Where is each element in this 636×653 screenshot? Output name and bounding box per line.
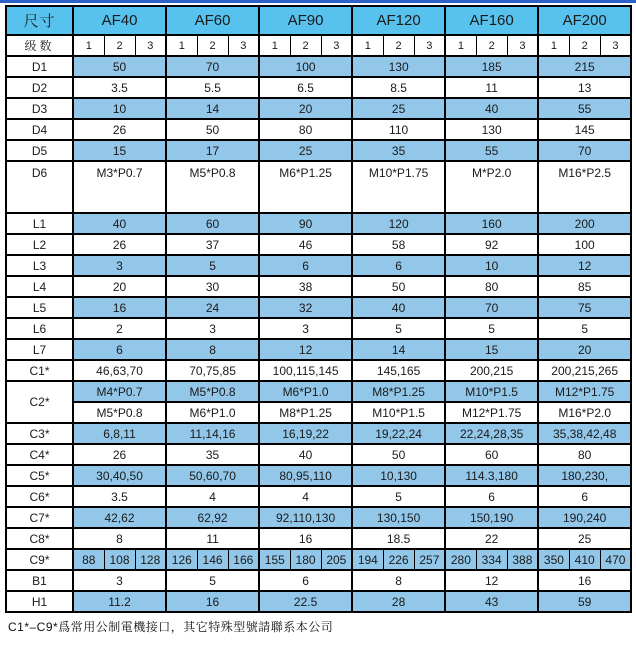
value-cell: 2 [383,35,414,56]
value-cell: 3 [507,35,538,56]
value-cell: 90 [259,213,352,234]
value-cell: 10,130 [352,465,445,486]
table-row [6,276,631,297]
value-cell: 60 [445,444,538,465]
value-cell: 28 [352,591,445,612]
value-cell: 3 [414,35,445,56]
value-cell: 22 [445,528,538,549]
value-cell: 11.2 [73,591,166,612]
value-cell: 80 [538,444,631,465]
value-cell: 92 [445,234,538,255]
value-cell: 80 [259,119,352,140]
table-row [6,507,631,528]
value-cell: 30,40,50 [73,465,166,486]
table-row [6,161,631,213]
value-cell: 5 [166,570,259,591]
value-cell: 8 [352,570,445,591]
value-cell: 35,38,42,48 [538,423,631,444]
value-cell: 62,92 [166,507,259,528]
value-cell: 6 [445,486,538,507]
value-cell: 50,60,70 [166,465,259,486]
value-cell: 55 [538,98,631,119]
value-cell: 5 [538,318,631,339]
row-label: C6* [6,486,73,507]
value-cell: 226 [383,549,414,570]
value-cell: 17 [166,140,259,161]
table-row [6,35,631,56]
value-cell: 43 [445,591,538,612]
value-cell: 88 [73,549,104,570]
spec-table [5,5,632,613]
value-cell: M8*P1.25 [259,402,352,423]
spec-sheet [0,3,636,639]
model-header-af160: AF160 [445,6,538,35]
value-cell: 38 [259,276,352,297]
value-cell: 3 [259,318,352,339]
value-cell: 11 [445,77,538,98]
value-cell: 6 [73,339,166,360]
value-cell: 16,19,22 [259,423,352,444]
value-cell: 5 [352,486,445,507]
value-cell: M16*P2.0 [538,402,631,423]
row-label: C9* [6,549,73,570]
row-label: C5* [6,465,73,486]
value-cell: 92,110,130 [259,507,352,528]
value-cell: 14 [166,98,259,119]
value-cell: 10 [73,98,166,119]
value-cell: 40 [259,444,352,465]
value-cell: M5*P0.8 [166,161,259,213]
value-cell: 215 [538,56,631,77]
row-label: 级数 [6,35,73,56]
value-cell: 75 [538,297,631,318]
value-cell: 2 [197,35,228,56]
value-cell: 4 [259,486,352,507]
value-cell: 58 [352,234,445,255]
table-row [6,591,631,612]
value-cell: 100 [259,56,352,77]
value-cell: M6*P1.0 [259,381,352,402]
value-cell: 130 [445,119,538,140]
value-cell: 350 [538,549,569,570]
value-cell: 114.3,180 [445,465,538,486]
value-cell: 388 [507,549,538,570]
value-cell: 42,62 [73,507,166,528]
header-row [6,6,631,35]
value-cell: M6*P1.25 [259,161,352,213]
table-row [6,549,631,570]
value-cell: 35 [352,140,445,161]
value-cell: 3 [135,35,166,56]
value-cell: 16 [166,591,259,612]
value-cell: 14 [352,339,445,360]
value-cell: 60 [166,213,259,234]
value-cell: 2 [104,35,135,56]
row-label: L2 [6,234,73,255]
row-label: D6 [6,161,73,213]
value-cell: M4*P0.7 [73,381,166,402]
row-label: D5 [6,140,73,161]
value-cell: 155 [259,549,290,570]
row-label: D4 [6,119,73,140]
table-row [6,77,631,98]
value-cell: 70 [166,56,259,77]
value-cell: 130 [352,56,445,77]
row-label: C3* [6,423,73,444]
value-cell: 16 [73,297,166,318]
value-cell: M8*P1.25 [352,381,445,402]
value-cell: 20 [73,276,166,297]
value-cell: 30 [166,276,259,297]
value-cell: 3.5 [73,77,166,98]
value-cell: M16*P2.5 [538,161,631,213]
model-header-af120: AF120 [352,6,445,35]
value-cell: 46 [259,234,352,255]
value-cell: 70 [445,297,538,318]
value-cell: 50 [352,276,445,297]
model-header-af200: AF200 [538,6,631,35]
value-cell: 26 [73,119,166,140]
value-cell: 40 [445,98,538,119]
value-cell: 410 [569,549,600,570]
value-cell: 70 [538,140,631,161]
value-cell: 145,165 [352,360,445,381]
value-cell: M*P2.0 [445,161,538,213]
value-cell: 5 [445,318,538,339]
row-label: L7 [6,339,73,360]
value-cell: 108 [104,549,135,570]
value-cell: 85 [538,276,631,297]
table-row [6,339,631,360]
value-cell: 80,95,110 [259,465,352,486]
value-cell: 2 [569,35,600,56]
table-row [6,98,631,119]
value-cell: 15 [73,140,166,161]
value-cell: 160 [445,213,538,234]
table-row [6,465,631,486]
table-row [6,119,631,140]
value-cell: M5*P0.8 [166,381,259,402]
value-cell: M6*P1.0 [166,402,259,423]
value-cell: 100 [538,234,631,255]
row-label: C2* [6,381,73,423]
value-cell: 16 [259,528,352,549]
value-cell: 1 [166,35,197,56]
row-label: D3 [6,98,73,119]
row-label: L5 [6,297,73,318]
value-cell: 6.5 [259,77,352,98]
value-cell: 12 [538,255,631,276]
value-cell: 11 [166,528,259,549]
value-cell: 10 [445,255,538,276]
row-label: B1 [6,570,73,591]
table-row [6,234,631,255]
value-cell: M5*P0.8 [73,402,166,423]
value-cell: 8 [166,339,259,360]
value-cell: 180 [290,549,321,570]
value-cell: 3.5 [73,486,166,507]
table-body [6,35,631,612]
value-cell: 40 [352,297,445,318]
value-cell: 5 [166,255,259,276]
value-cell: 3 [166,318,259,339]
value-cell: 1 [538,35,569,56]
value-cell: 6 [259,570,352,591]
footer-note: C1*–C9*爲常用公制電機接口，其它特殊型號請聯系本公司 [8,620,334,634]
value-cell: 35 [166,444,259,465]
value-cell: 20 [538,339,631,360]
value-cell: 128 [135,549,166,570]
value-cell: 200 [538,213,631,234]
value-cell: 190,240 [538,507,631,528]
value-cell: 5.5 [166,77,259,98]
row-label: L3 [6,255,73,276]
model-header-af60: AF60 [166,6,259,35]
value-cell: 25 [352,98,445,119]
value-cell: 22,24,28,35 [445,423,538,444]
row-label: L1 [6,213,73,234]
value-cell: M10*P1.5 [352,402,445,423]
value-cell: 2 [73,318,166,339]
table-row [6,423,631,444]
model-header-af40: AF40 [73,6,166,35]
value-cell: 120 [352,213,445,234]
value-cell: 130,150 [352,507,445,528]
value-cell: 150,190 [445,507,538,528]
table-row [6,486,631,507]
value-cell: 20 [259,98,352,119]
value-cell: 1 [352,35,383,56]
value-cell: 13 [538,77,631,98]
value-cell: 32 [259,297,352,318]
row-label: D1 [6,56,73,77]
row-label: L4 [6,276,73,297]
table-row [6,360,631,381]
row-label: H1 [6,591,73,612]
value-cell: 166 [228,549,259,570]
value-cell: 470 [600,549,631,570]
value-cell: 26 [73,234,166,255]
table-row [6,297,631,318]
value-cell: 257 [414,549,445,570]
value-cell: 25 [538,528,631,549]
model-header-af90: AF90 [259,6,352,35]
value-cell: 126 [166,549,197,570]
value-cell: 100,115,145 [259,360,352,381]
row-label: C4* [6,444,73,465]
value-cell: 11,14,16 [166,423,259,444]
table-row [6,444,631,465]
value-cell: 80 [445,276,538,297]
value-cell: 55 [445,140,538,161]
table-row [6,318,631,339]
value-cell: 1 [259,35,290,56]
value-cell: M10*P1.5 [445,381,538,402]
table-row [6,255,631,276]
value-cell: 205 [321,549,352,570]
value-cell: M12*P1.75 [445,402,538,423]
value-cell: 4 [166,486,259,507]
table-row [6,56,631,77]
value-cell: 180,230, [538,465,631,486]
value-cell: 2 [476,35,507,56]
value-cell: 25 [259,140,352,161]
value-cell: 24 [166,297,259,318]
value-cell: 3 [600,35,631,56]
table-row [6,140,631,161]
value-cell: M12*P1.75 [538,381,631,402]
row-label: C7* [6,507,73,528]
table-row [6,213,631,234]
row-label: L6 [6,318,73,339]
value-cell: 5 [352,318,445,339]
value-cell: 16 [538,570,631,591]
value-cell: 37 [166,234,259,255]
value-cell: 50 [352,444,445,465]
value-cell: 3 [228,35,259,56]
value-cell: 50 [166,119,259,140]
value-cell: 6 [352,255,445,276]
value-cell: 18.5 [352,528,445,549]
value-cell: 26 [73,444,166,465]
value-cell: 145 [538,119,631,140]
value-cell: 280 [445,549,476,570]
value-cell: 15 [445,339,538,360]
value-cell: 22.5 [259,591,352,612]
value-cell: 46,63,70 [73,360,166,381]
value-cell: 6 [259,255,352,276]
value-cell: 200,215,265 [538,360,631,381]
row-label: D2 [6,77,73,98]
table-row [6,402,631,423]
table-row [6,381,631,402]
value-cell: 146 [197,549,228,570]
value-cell: 3 [321,35,352,56]
value-cell: 8.5 [352,77,445,98]
value-cell: 40 [73,213,166,234]
value-cell: 200,215 [445,360,538,381]
value-cell: 12 [259,339,352,360]
table-row [6,528,631,549]
value-cell: 194 [352,549,383,570]
value-cell: 1 [445,35,476,56]
value-cell: M3*P0.7 [73,161,166,213]
value-cell: 2 [290,35,321,56]
value-cell: 6 [538,486,631,507]
value-cell: 1 [73,35,104,56]
value-cell: 6,8,11 [73,423,166,444]
value-cell: 59 [538,591,631,612]
row-label: C8* [6,528,73,549]
table-row [6,570,631,591]
value-cell: 110 [352,119,445,140]
value-cell: 334 [476,549,507,570]
value-cell: M10*P1.75 [352,161,445,213]
value-cell: 50 [73,56,166,77]
value-cell: 3 [73,255,166,276]
value-cell: 8 [73,528,166,549]
row-label: C1* [6,360,73,381]
value-cell: 12 [445,570,538,591]
value-cell: 70,75,85 [166,360,259,381]
value-cell: 19,22,24 [352,423,445,444]
value-cell: 3 [73,570,166,591]
value-cell: 185 [445,56,538,77]
corner-header-cell: 尺寸 [6,6,73,35]
